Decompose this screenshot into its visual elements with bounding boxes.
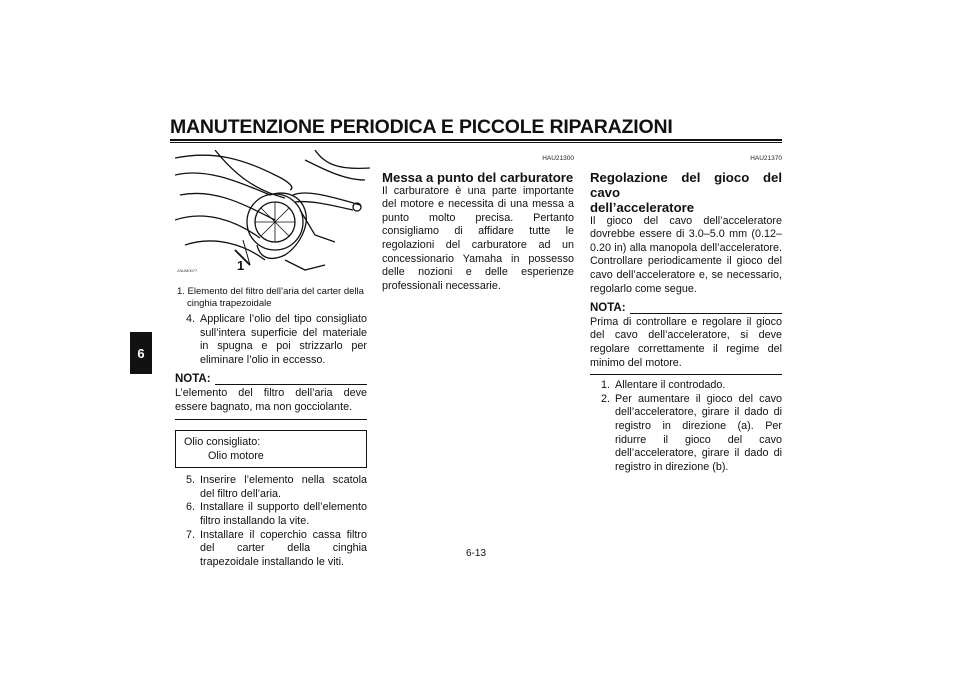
section-code: HAU21300 xyxy=(542,155,574,162)
nota-text: L’elemento del filtro dell’aria deve essere bagnato, ma non gocciolante. xyxy=(175,386,367,413)
step-number: 2. xyxy=(601,392,611,405)
section-heading: Messa a punto del carburatore xyxy=(382,169,574,185)
engine-line-drawing xyxy=(175,150,370,275)
step-number: 5. xyxy=(186,474,196,487)
right-column xyxy=(590,152,782,474)
nota-end-rule xyxy=(175,419,367,420)
middle-column xyxy=(382,152,574,293)
step-1 xyxy=(601,379,782,393)
step-text: Inserire l’elemento nella scatola del filtro dell’aria. xyxy=(200,474,367,500)
nota-heading xyxy=(590,302,782,316)
nota-heading xyxy=(175,373,367,387)
step-number: 1. xyxy=(601,379,611,392)
step-4 xyxy=(175,313,367,367)
section-body: Il carburatore è una parte importante del motore e necessita di una messa a punto molto precisa. Pertanto consigliamo di affidare tutte le regolazioni del carburatore ad un concessionario Yamaha in possesso delle nozioni e delle esperienze professionali necessarie. xyxy=(382,184,574,292)
section-code: HAU21370 xyxy=(750,155,782,162)
figure-caption xyxy=(177,286,367,309)
air-filter-illustration xyxy=(175,150,370,275)
heading-line-2: dell’acceleratore xyxy=(590,199,695,215)
step-text: Per aumentare il gioco del cavo dell’acceleratore, girare il dado di registro in direzione (a). Per ridurre il gioco del cavo dell’acceleratore, girare il dado di registro in direzione (b). xyxy=(615,392,782,473)
section-body: Il gioco del cavo dell’acceleratore dovrebbe essere di 3.0–5.0 mm (0.12–0.20 in) alla manopola dell’acceleratore. Controllare periodicamente il gioco del cavo dell’acceleratore e, se necessario, regolarlo come segue. xyxy=(590,214,782,295)
step-text: Installare il supporto dell’elemento filtro installando la vite. xyxy=(200,501,367,527)
box-value: Olio motore xyxy=(208,449,264,462)
step-5 xyxy=(186,474,367,501)
box-label: Olio consigliato: xyxy=(184,436,261,449)
figure-callout: 1 xyxy=(237,258,245,273)
recommended-oil-box xyxy=(175,430,367,468)
nota-label: NOTA: xyxy=(175,373,211,386)
nota-end-rule xyxy=(590,374,782,375)
header-rule xyxy=(170,139,782,141)
nota-text: Prima di controllare e regolare il gioco del cavo dell’acceleratore, si deve regolare correttamente il regime del minimo del motore. xyxy=(590,315,782,369)
steps-list xyxy=(590,379,782,474)
caption-line-1: 1. Elemento del filtro dell’aria del carter della xyxy=(177,286,364,297)
step-text: Installare il coperchio cassa filtro del carter della cinghia trapezoidale installando le viti. xyxy=(200,528,367,568)
step-text: Allentare il controdado. xyxy=(615,379,726,392)
page-title: MANUTENZIONE PERIODICA E PICCOLE RIPARAZIONI xyxy=(170,116,673,138)
step-text: Applicare l’olio del tipo consigliato sull’intera superficie del materiale in spugna e poi strizzarlo per eliminare l’olio in eccesso. xyxy=(200,313,367,366)
page-number: 6-13 xyxy=(466,548,487,559)
caption-line-2: cinghia trapezoidale xyxy=(187,297,272,309)
step-2 xyxy=(601,393,782,475)
chapter-tab: 6 xyxy=(130,332,152,374)
header-rule-thin xyxy=(170,142,782,143)
step-6 xyxy=(186,501,367,528)
step-7 xyxy=(186,529,367,570)
heading-line-1: Regolazione del gioco del cavo xyxy=(590,169,782,200)
section-heading xyxy=(590,170,782,215)
steps-5-7 xyxy=(175,474,367,569)
step-number: 7. xyxy=(186,528,196,541)
step-number: 4. xyxy=(186,313,196,325)
nota-label: NOTA: xyxy=(590,302,626,315)
step-number: 6. xyxy=(186,501,196,514)
left-column xyxy=(175,313,367,569)
figure-code: ZAUM0077 xyxy=(177,268,198,273)
